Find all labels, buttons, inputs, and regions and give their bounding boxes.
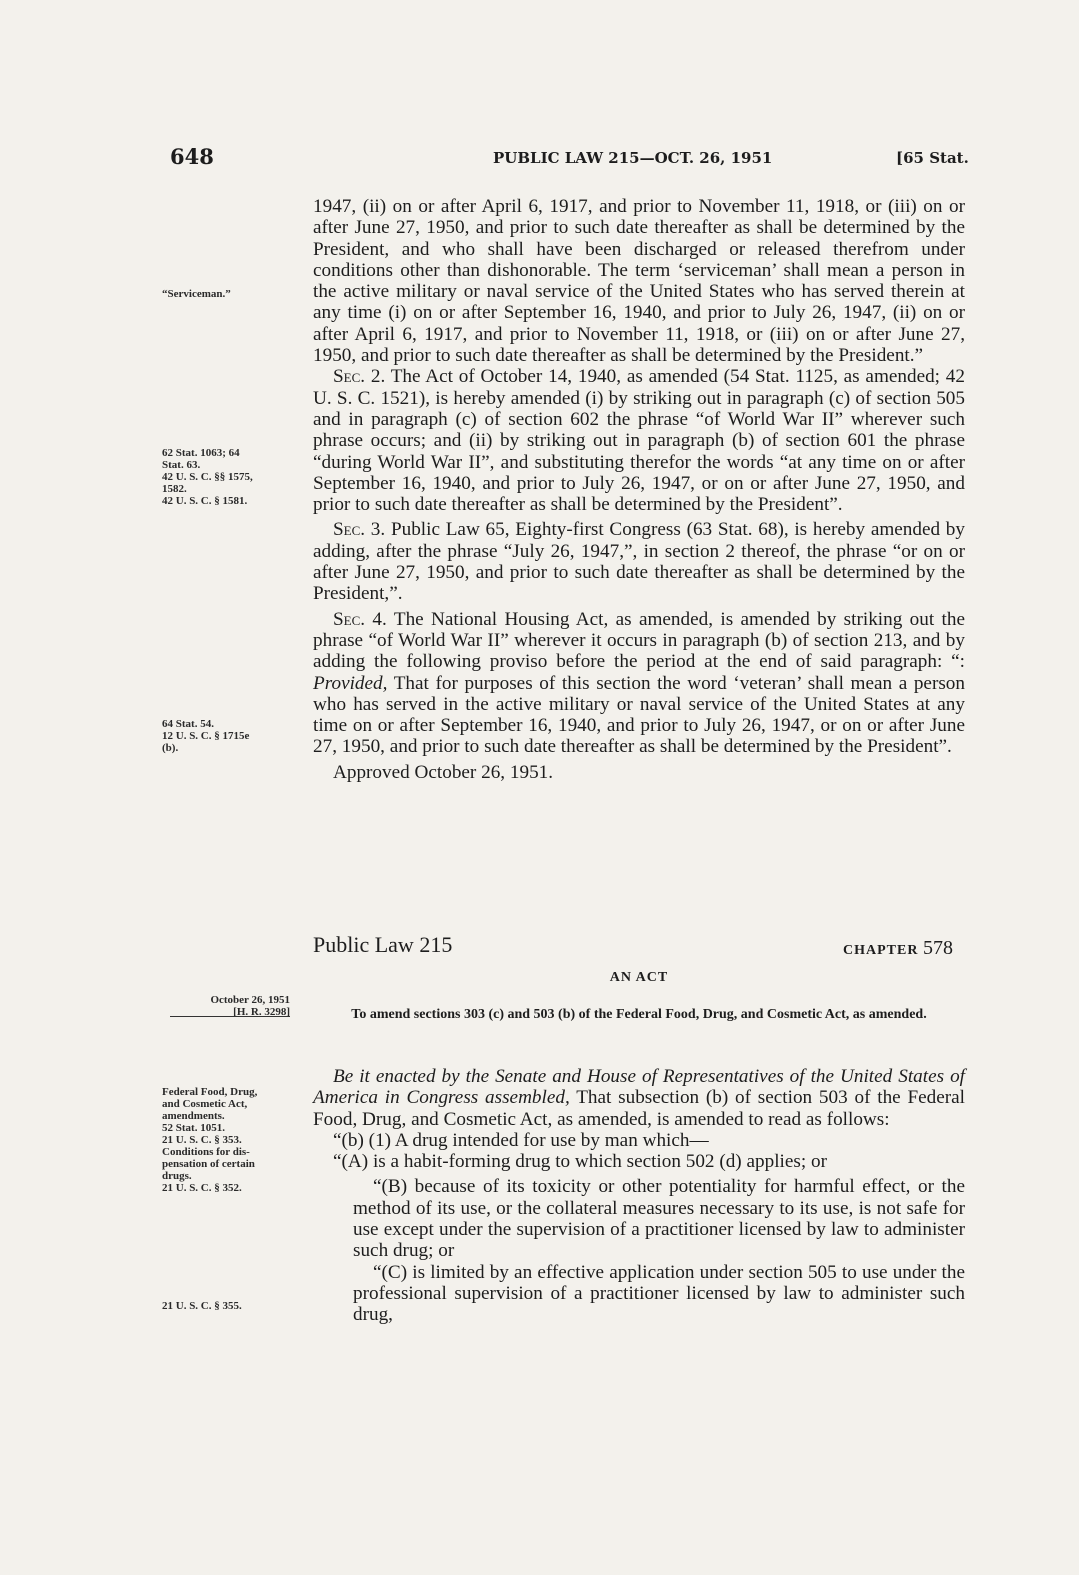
- margin-line: Stat. 63.: [162, 459, 201, 471]
- section-3-text: Public Law 65, Eighty-first Congress (63 Stat. 68), is hereby amended by adding, after the phrase “July 26, 1947,”, in section 2 thereof, the phrase “or on or after June 27, 1950, and prior to such date thereafter as shall be determined by the President,”.: [313, 519, 965, 605]
- enacting-clause: [313, 1066, 965, 1130]
- provided-word: Provided,: [313, 672, 388, 694]
- margin-line: 12 U. S. C. § 1715e: [162, 730, 250, 742]
- margin-line: 1582.: [162, 483, 187, 495]
- paragraph-definitions: 1947, (ii) on or after April 6, 1917, and prior to November 11, 1918, or (iii) on or after June 27, 1950, and prior to such date thereafter as shall be determined by the President, and who shall have been discharged or released therefrom under conditions other than dishonorable. The term ‘serviceman’ shall mean a person in the active military or naval service of the United States who has served therein at any time (i) on or after September 16, 1940, and prior to July 26, 1947, (ii) on or after April 6, 1917, and prior to November 11, 1918, or (iii) on or after June 27, 1950, and prior to such date thereafter as shall be determined by the President.”: [313, 196, 965, 367]
- margin-line: 42 U. S. C. §§ 1575,: [162, 471, 253, 483]
- statute-volume: [65 Stat.: [896, 149, 969, 167]
- an-act-heading: AN ACT: [609, 970, 669, 985]
- margin-line: amendments.: [162, 1110, 225, 1122]
- enactment-date: October 26, 1951: [210, 994, 290, 1006]
- margin-note-date-bill: [162, 994, 290, 1018]
- enacting-italic: Be it enacted by the Senate and House of Representatives of the United States of America in Congress assembled,: [313, 1066, 965, 1109]
- margin-line: 62 Stat. 1063; 64: [162, 447, 240, 459]
- margin-line: 21 U. S. C. § 353.: [162, 1134, 242, 1146]
- margin-note-citations-2: [162, 718, 292, 754]
- margin-line: drugs.: [162, 1170, 192, 1182]
- bill-number: [H. R. 3298]: [233, 1006, 290, 1018]
- clause-a: “(A) is a habit-forming drug to which section 502 (d) applies; or: [333, 1151, 827, 1173]
- margin-note-ffdca: [162, 1086, 292, 1194]
- margin-line: Conditions for dis-: [162, 1146, 250, 1158]
- clause-c: “(C) is limited by an effective application under section 505 to use under the professional supervision of a practitioner licensed by law to administer such drug,: [353, 1261, 965, 1326]
- section-4: [313, 609, 965, 758]
- margin-line: 42 U. S. C. § 1581.: [162, 495, 248, 507]
- approved-date: Approved October 26, 1951.: [333, 761, 554, 783]
- chapter-label: CHAPTER: [843, 943, 919, 958]
- section-4-text-b: That for purposes of this section the word ‘veteran’ shall mean a person who has served in the active military or naval service of the United States at any time on or after September 16, 1940, and prior to July 26, 1947, or on or after June 27, 1950, and prior to such date thereafter as shall be determined by the President”.: [313, 672, 965, 758]
- margin-line: 52 Stat. 1051.: [162, 1122, 225, 1134]
- body-block-2: [313, 1066, 965, 1326]
- margin-line: and Cosmetic Act,: [162, 1098, 248, 1110]
- section-2-text: The Act of October 14, 1940, as amended (54 Stat. 1125, as amended; 42 U. S. C. 1521), is hereby amended (i) by striking out in paragraph (c) of section 505 and in paragraph (c) of section 602 the phrase “of World War II” wherever such phrase occurs; and (ii) by striking out in paragraph (b) of section 601 the phrase “during World War II”, and substituting therefor the words “at any time on or after September 16, 1940, and prior to July 26, 1947, or on or after June 27, 1950, and prior to such date thereafter as shall be determined by the President”.: [313, 366, 965, 516]
- running-title: PUBLIC LAW 215—OCT. 26, 1951: [493, 149, 773, 167]
- page-number: 648: [170, 144, 214, 169]
- margin-line: 64 Stat. 54.: [162, 718, 214, 730]
- chapter-number: 578: [922, 937, 953, 959]
- margin-line: 21 U. S. C. § 352.: [162, 1182, 242, 1194]
- margin-note-citations-1: [162, 447, 292, 507]
- enacting-text: That subsection (b) of section 503 of the Federal Food, Drug, and Cosmetic Act, as amended, is amended to read as follows:: [313, 1087, 965, 1130]
- section-2-label: Sec. 2.: [333, 366, 386, 388]
- subsection-b1: “(b) (1) A drug intended for use by man which—: [333, 1129, 709, 1151]
- body-block-1: [313, 196, 965, 783]
- section-3: [313, 519, 965, 604]
- chapter-heading: [843, 937, 953, 960]
- margin-line: (b).: [162, 742, 179, 754]
- margin-note-serviceman: “Serviceman.”: [162, 288, 231, 300]
- margin-line: Federal Food, Drug,: [162, 1086, 258, 1098]
- margin-line: pensation of certain: [162, 1158, 255, 1170]
- margin-rule: [170, 1016, 290, 1017]
- clause-b: “(B) because of its toxicity or other potentiality for harmful effect, or the method of its use, or the collateral measures necessary to its use, is not safe for use except under the supervision of a practitioner licensed by law to administer such drug; or: [353, 1176, 965, 1262]
- section-3-label: Sec. 3.: [333, 519, 386, 541]
- margin-note-last: 21 U. S. C. § 355.: [162, 1300, 242, 1312]
- section-2: [313, 366, 965, 515]
- act-purpose: To amend sections 303 (c) and 503 (b) of the Federal Food, Drug, and Cosmetic Act, as amended.: [351, 1007, 927, 1022]
- section-4-text-a: The National Housing Act, as amended, is amended by striking out the phrase “of World War II” wherever it occurs in paragraph (b) of section 213, and by adding the following proviso before the period at the end of said paragraph: “:: [313, 608, 965, 673]
- section-4-label: Sec. 4.: [333, 608, 387, 630]
- public-law-title: Public Law 215: [313, 932, 453, 957]
